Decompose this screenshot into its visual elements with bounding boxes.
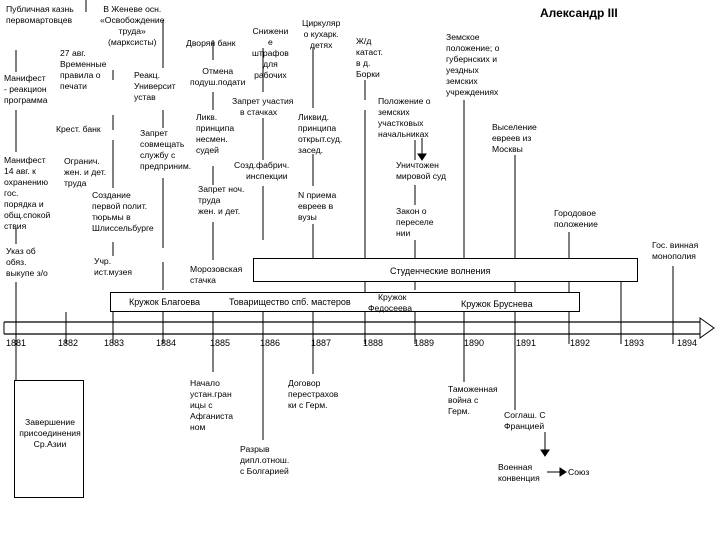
year-label: 1884 [156,338,177,348]
band-blagoev-label: Кружок Благоева [129,297,201,307]
year-label: 1888 [363,338,384,348]
year-label: 1890 [464,338,485,348]
event-resettlement: Закон о переселе нии [396,206,434,238]
event-circular: Циркуляр о кухарк. детях [302,18,341,50]
band-student-unrest [253,258,638,282]
event-jews-moscow: Выселение евреев из Москвы [492,122,537,154]
event-poll-tax: Отмена подуш.подати [190,66,246,87]
year-label: 1882 [58,338,79,348]
event-city-statute: Городовое положение [554,208,598,229]
event-night-labor: Запрет ноч. труда жен. и дет. [198,184,245,216]
event-justice-courts: Уничтожен мировой суд [396,160,447,181]
event-borki: Ж/д катаст. в д. Борки [356,36,383,79]
band-workers-label: Товарищество спб. мастеров [229,297,351,307]
event-afghanistan: Начало устан.гран ицы с Афганиста ном [190,378,234,432]
event-fines: Снижени е штрафов для рабочих [252,26,289,80]
event-zemstvo: Земское положение; о губернских и уездных земских учреждениях [446,32,500,97]
year-label: 1887 [311,338,332,348]
event-execution: Публичная казнь первомартовцев [6,4,74,25]
event-noble-bank: Дворян банк [186,38,236,48]
event-military-convention: Военная конвенция [498,462,540,483]
event-manifesto-reaction: Манифест - реакцион программа [4,73,48,105]
band-brusnev-label: Кружок Бруснева [461,299,533,309]
event-manifesto-order: Манифест 14 авг. к охранению гос. порядка и общ.спокой ствия [4,155,51,231]
year-label: 1885 [210,338,231,348]
event-schlisselburg: Создание первой полит. тюрьмы в Шлиссельбурге [92,190,154,233]
event-land-captains: Положение о земских участковых начальниках [378,96,431,139]
band-student-unrest-label: Студенческие волнения [390,266,491,276]
year-label: 1892 [570,338,591,348]
band-blagoev [110,292,580,312]
page-title: Александр III [540,6,618,20]
year-label: 1891 [516,338,537,348]
event-geneva: В Женеве осн. «Освобождение труда» (марксисты) [100,4,165,47]
event-history-museum: Учр. ист.музея [94,256,133,277]
event-university: Реакц. Университ устав [134,70,176,102]
event-judges: Ликв. принципа несмен. судей [196,112,235,155]
event-press-rules: 27 авг. Временные правила о печати [60,48,107,91]
band-morozov-label: Морозовская стачка [190,264,243,285]
event-jews-universities: N приема евреев в вузы [298,190,337,222]
event-wine-monopoly: Гос. винная монополия [652,240,699,261]
event-peasant-bank: Крест. банк [56,124,101,134]
event-france: Соглаш. С Францией [504,410,546,431]
event-bulgaria: Разрыв дипл.отнош. с Болгарией [240,444,290,476]
event-customs-war: Таможенная война с Герм. [448,384,498,416]
event-court-sessions: Ликвид. принципа открыт.суд. засед. [298,112,343,155]
event-strike-ban: Запрет участия в стачках [232,96,294,117]
event-reinsurance: Договор перестрахов ки с Герм. [288,378,339,410]
year-label: 1889 [414,338,435,348]
year-label: 1886 [260,338,281,348]
event-redemption: Указ об обяз. выкупе з/о [6,246,48,278]
band-fedoseev-label: Кружок Федосеева [368,292,413,313]
event-union: Союз [568,467,590,477]
event-factory-inspection: Созд.фабрич. инспекции [234,160,290,181]
year-label: 1881 [6,338,27,348]
year-label: 1894 [677,338,698,348]
year-label: 1883 [104,338,125,348]
asia-box [14,380,84,498]
event-service-ban: Запрет совмещать службу с предприним. [140,128,192,171]
year-label: 1893 [624,338,645,348]
asia-text: Завершение присоединения Ср.Азии [19,417,81,449]
event-labor-limit: Огранич. жен. и дет. труда [64,156,107,188]
